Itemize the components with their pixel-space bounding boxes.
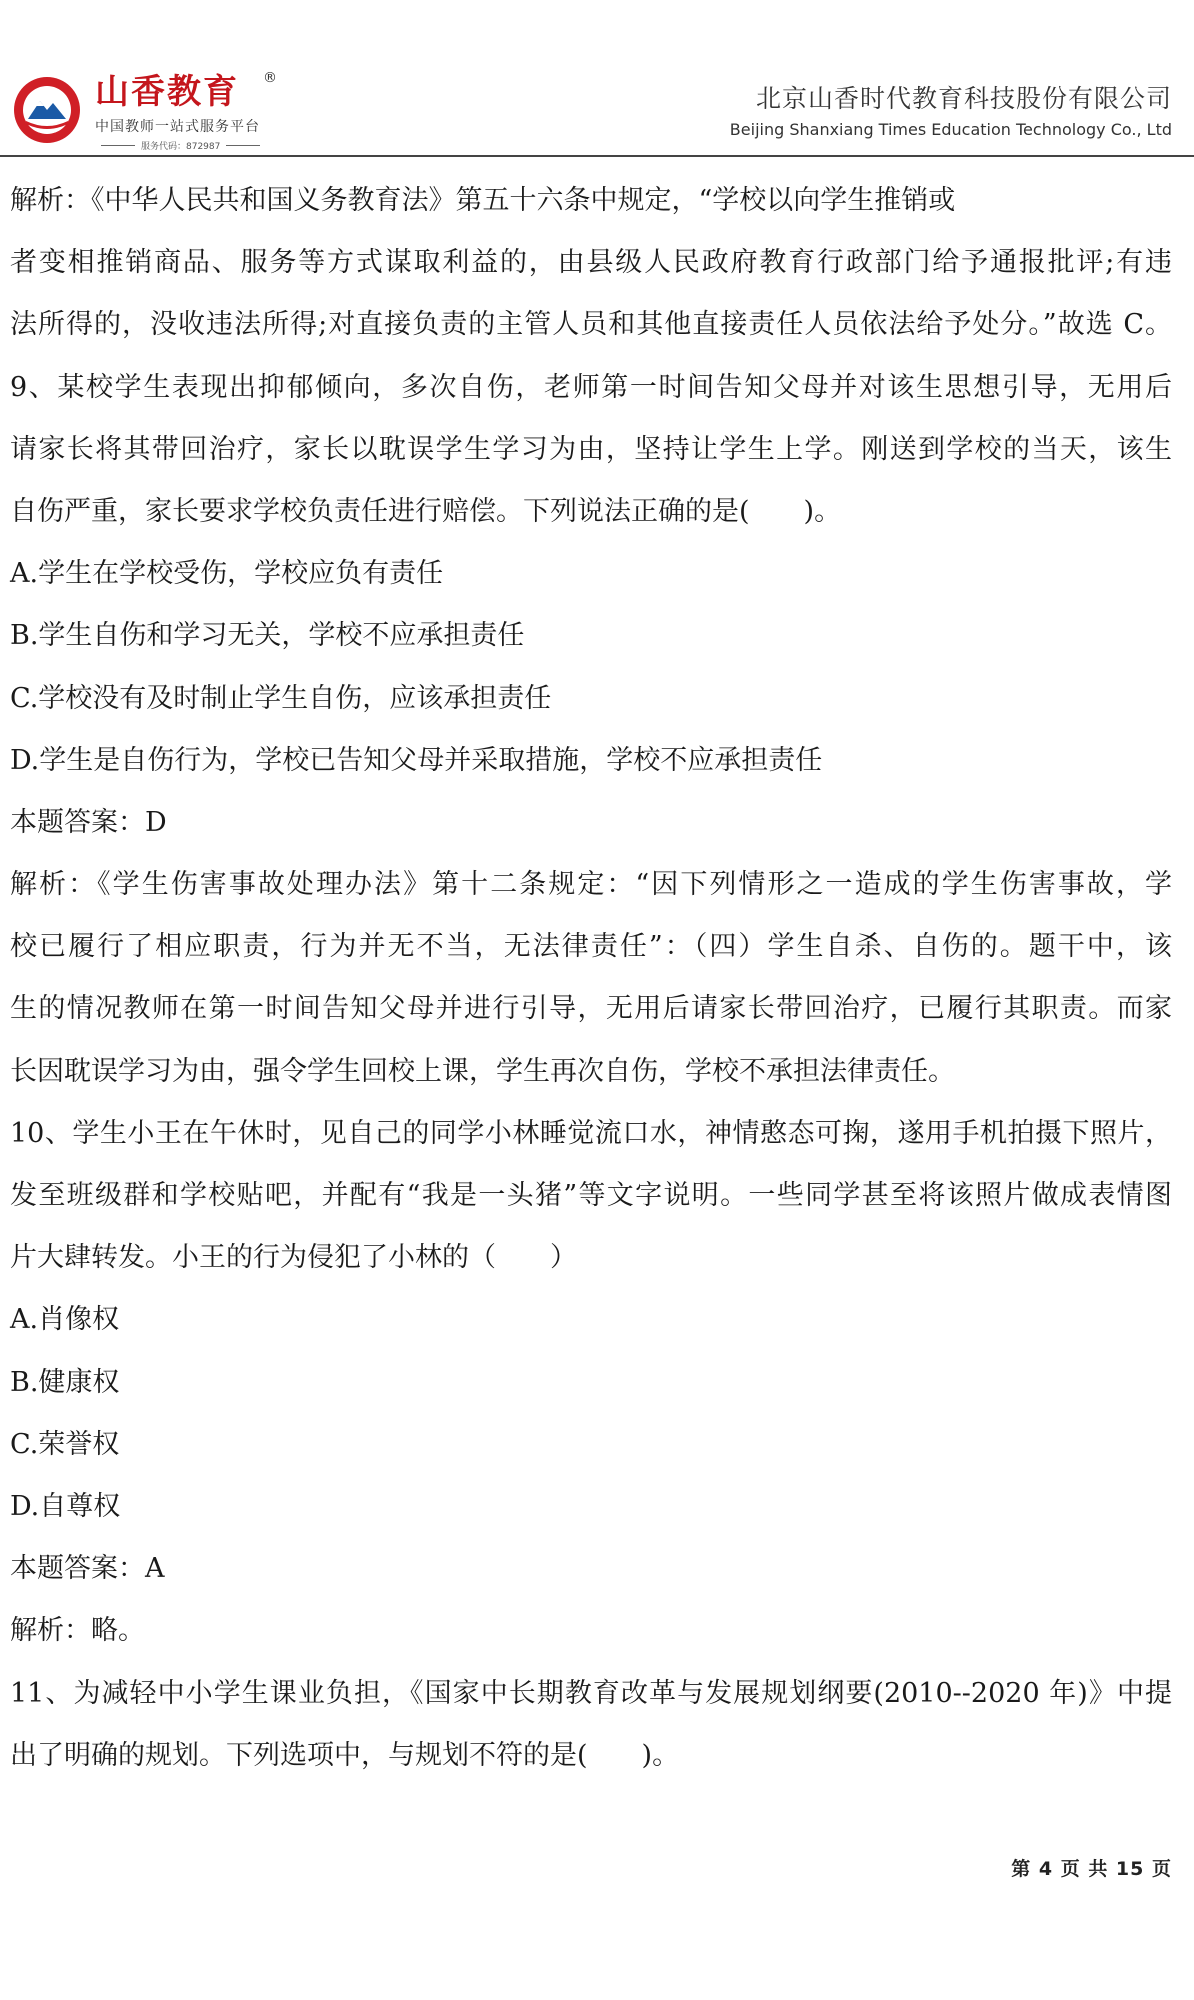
- brand-code: 服务代码：872987: [141, 142, 221, 152]
- text-line: 本题答案：D: [10, 806, 167, 838]
- text-line: A.肖像权: [10, 1304, 120, 1336]
- company-block: [730, 84, 1172, 139]
- text-line: 校已履行了相应职责，行为并无不当，无法律责任”：（四）学生自杀、自伤的。题干中，该: [10, 931, 1172, 963]
- page-header: [0, 0, 1194, 156]
- text-line: 10、学生小王在午休时，见自己的同学小林睡觉流口水，神情憨态可掬，遂用手机拍摄下照片，: [10, 1117, 1172, 1149]
- text-line: D.学生是自伤行为，学校已告知父母并采取措施，学校不应承担责任: [10, 744, 823, 776]
- brand-code-row: [95, 139, 266, 152]
- text-line: 解析：略。: [10, 1615, 145, 1647]
- document-body: [10, 170, 1172, 1787]
- company-name-cn: 北京山香时代教育科技股份有限公司: [755, 84, 1172, 113]
- text-line: 长因耽误学习为由，强令学生回校上课，学生再次自伤，学校不承担法律责任。: [10, 1055, 955, 1087]
- divider: [101, 145, 135, 146]
- text-line: 解析：《学生伤害事故处理办法》第十二条规定：“因下列情形之一造成的学生伤害事故，学: [10, 869, 1172, 901]
- text-line: 者变相推销商品、服务等方式谋取利益的，由县级人民政府教育行政部门给予通报批评;有违: [10, 247, 1172, 279]
- text-line: C.学校没有及时制止学生自伤，应该承担责任: [10, 682, 552, 714]
- brand-name: 山香教育: [95, 72, 239, 112]
- text-line: A.学生在学校受伤，学校应负有责任: [10, 558, 444, 590]
- text-line: D.自尊权: [10, 1490, 121, 1522]
- registered-mark: ®: [263, 70, 277, 86]
- brand-block: [95, 70, 277, 152]
- text-line: B.健康权: [10, 1366, 120, 1398]
- divider: [226, 145, 260, 146]
- text-line: 请家长将其带回治疗，家长以耽误学生学习为由，坚持让学生上学。刚送到学校的当天，该生: [10, 433, 1172, 465]
- text-line: 9、某校学生表现出抑郁倾向，多次自伤，老师第一时间告知父母并对该生思想引导，无用后: [10, 371, 1172, 403]
- text-line: 出了明确的规划。下列选项中，与规划不符的是( )。: [10, 1739, 680, 1771]
- header-divider: [0, 155, 1194, 157]
- text-line: 生的情况教师在第一时间告知父母并进行引导，无用后请家长带回治疗，已履行其职责。而家: [10, 993, 1172, 1025]
- text-line: 解析：《中华人民共和国义务教育法》第五十六条中规定，“学校以向学生推销或: [10, 185, 956, 216]
- text-line: 本题答案：A: [10, 1553, 165, 1585]
- text-line: B.学生自伤和学习无关，学校不应承担责任: [10, 620, 525, 652]
- company-name-en: Beijing Shanxiang Times Education Technology Co., Ltd: [729, 120, 1172, 139]
- text-line: 发至班级群和学校贴吧，并配有“我是一头猪”等文字说明。一些同学甚至将该照片做成表情图: [10, 1180, 1172, 1211]
- text-line: 片大肆转发。小王的行为侵犯了小林的（ ）: [10, 1242, 577, 1274]
- shanxiang-logo-icon: [12, 75, 82, 145]
- page-number: 第 4 页 共 15 页: [1011, 1858, 1172, 1880]
- text-line: 自伤严重，家长要求学校负责任进行赔偿。下列说法正确的是( )。: [10, 495, 842, 527]
- brand-slogan: 中国教师一站式服务平台: [95, 119, 260, 135]
- text-line: 法所得的，没收违法所得;对直接负责的主管人员和其他直接责任人员依法给予处分。”故选 C。: [10, 309, 1172, 341]
- text-line: 11、为减轻中小学生课业负担，《国家中长期教育改革与发展规划纲要(2010--2020 年)》中提: [10, 1677, 1172, 1709]
- text-line: C.荣誉权: [10, 1428, 120, 1460]
